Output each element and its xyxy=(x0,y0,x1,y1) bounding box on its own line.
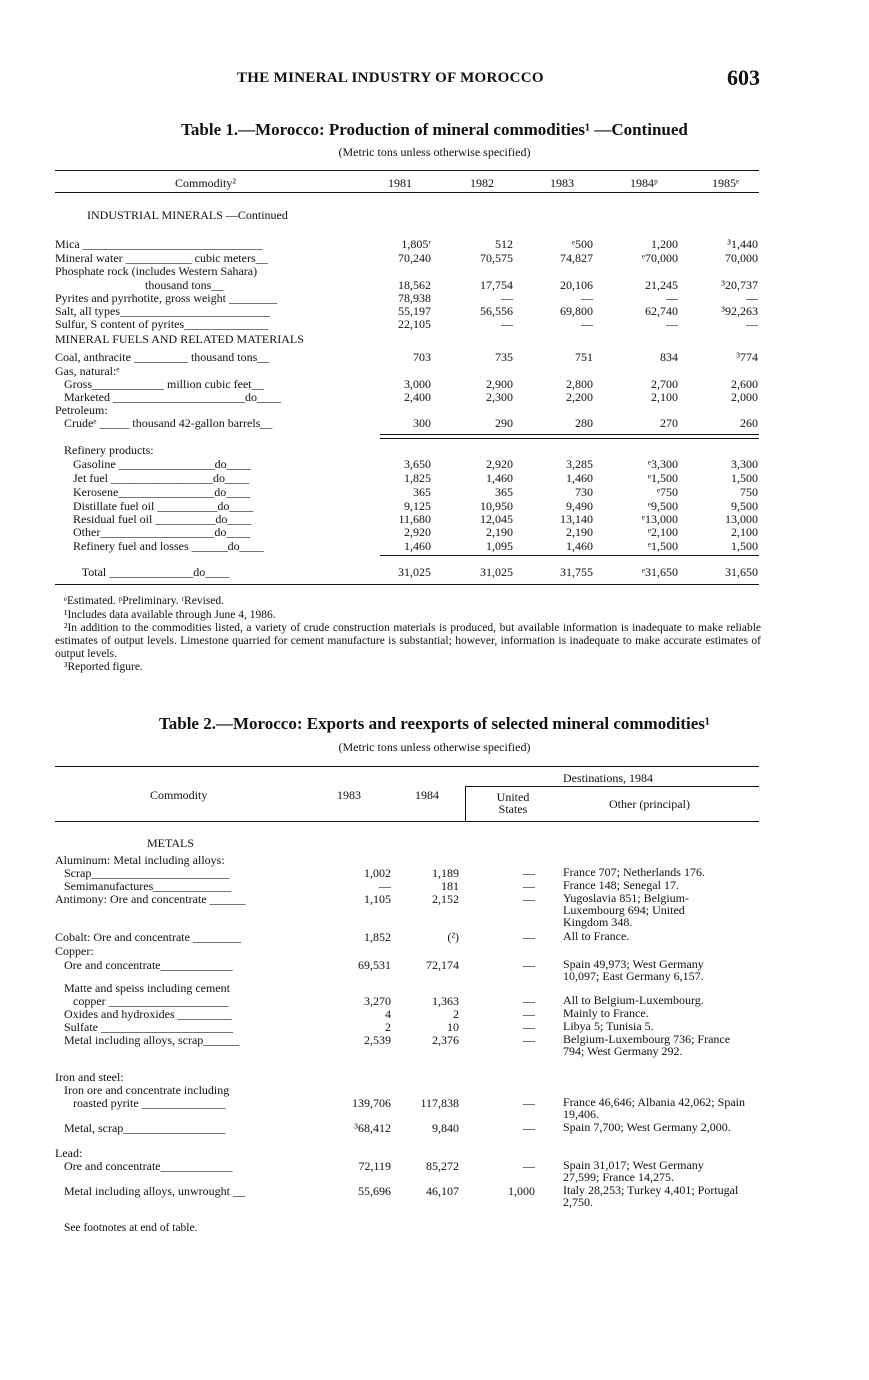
table-row: Gasoline ________________do____ 3,650 2,920 3,285 ᵉ3,300 3,300 xyxy=(55,457,758,471)
table-row: Kerosene________________do____ 365 365 730 ᵉ750 750 xyxy=(55,485,758,499)
table-row: Metal including alloys, scrap______ 2,539 2,376 — Belgium-Luxembourg 736; France 794; West Germany 292. xyxy=(55,1032,731,1058)
table2-col-1983: 1983 xyxy=(337,788,361,802)
table2-title: Table 2.—Morocco: Exports and reexports of selected mineral commodities¹ xyxy=(158,714,711,733)
section-metals: METALS xyxy=(147,836,195,850)
table-row: Matte and speiss including cement xyxy=(55,981,230,995)
table-row: Ore and concentrate____________ 72,119 85,272 — Spain 31,017; West Germany 27,599; France 14,275. xyxy=(55,1158,704,1184)
table1-mid-rule-1 xyxy=(380,434,759,435)
table2-col-other: Other (principal) xyxy=(609,797,690,811)
table-row: Gas, natural:ᵉ xyxy=(55,364,120,378)
table-row: Iron ore and concentrate including xyxy=(55,1083,230,1097)
table-row: Sulfur, S content of pyrites______________ 22,105 — — — — xyxy=(55,317,758,331)
table1-subtitle: (Metric tons unless otherwise specified) xyxy=(338,145,531,159)
table-row: Other___________________do____ 2,920 2,190 2,190 ᵉ2,100 2,100 xyxy=(55,525,758,539)
table-row: Refinery products: xyxy=(55,443,154,457)
table-row: Distillate fuel oil __________do____ 9,125 10,950 9,490 ᵉ9,500 9,500 xyxy=(55,499,758,513)
table2-note: See footnotes at end of table. xyxy=(64,1222,198,1234)
table1-bottom-rule xyxy=(55,584,759,585)
footnote-legend: ᵉEstimated. ᵖPreliminary. ʳRevised. xyxy=(64,595,224,607)
table-row: thousand tons__ 18,562 17,754 20,106 21,245 ³20,737 xyxy=(55,278,758,292)
table-row: Mineral water ___________ cubic meters__ 70,240 70,575 74,827 ᵉ70,000 70,000 xyxy=(55,251,758,265)
table-row: roasted pyrite ______________ 139,706 117,838 — France 46,646; Albania 42,062; Spain 19,406. xyxy=(55,1095,745,1121)
table-row: Refinery fuel and losses ______do____ 1,460 1,095 1,460 ᵉ1,500 1,500 xyxy=(55,539,758,553)
table-row: Lead: xyxy=(55,1146,83,1160)
table-row: Antimony: Ore and concentrate ______ 1,105 2,152 — Yugoslavia 851; Belgium-Luxembourg 694; United Kingdom 348. xyxy=(55,891,689,929)
table1-header-rule xyxy=(55,192,759,193)
table-row: Semimanufactures_____________ — 181 — France 148; Senegal 17. xyxy=(55,878,679,893)
table2-header-rule xyxy=(55,821,759,822)
table-row: Coal, anthracite _________ thousand tons__ 703 735 751 834 ³774 xyxy=(55,350,758,364)
table-row: Cobalt: Ore and concentrate ________ 1,852 (²) — All to France. xyxy=(55,929,630,944)
table2-col-destinations: Destinations, 1984 xyxy=(563,771,653,785)
footnote-2: ²In addition to the commodities listed, a variety of crude construction materials is produced, but available information is inadequate to make reliable estimates of output levels. Limestone quarried for cement manufacture is substantial; however, information is inadequate to make accurate estimates of output levels. xyxy=(55,622,761,660)
table2-col-commodity: Commodity xyxy=(150,788,208,802)
table-row: Residual fuel oil __________do____ 11,680 12,045 13,140 ᵉ13,000 13,000 xyxy=(55,512,758,526)
table2-col-us: United States xyxy=(496,790,530,816)
section-industrial-minerals: INDUSTRIAL MINERALS —Continued xyxy=(87,208,288,222)
table-row: Pyrites and pyrrhotite, gross weight ________ 78,938 — — — — xyxy=(55,291,758,305)
table-row: Gross____________ million cubic feet__ 3,000 2,900 2,800 2,700 2,600 xyxy=(55,377,758,391)
running-header xyxy=(0,65,869,94)
table-row: copper ____________________ 3,270 1,363 — All to Belgium-Luxembourg. xyxy=(55,993,704,1008)
table1-title: Table 1.—Morocco: Production of mineral commodities¹ —Continued xyxy=(181,120,688,139)
table-row: Metal including alloys, unwrought __ 55,696 46,107 1,000 Italy 28,253; Turkey 4,401; Portugal 2,750. xyxy=(55,1183,739,1209)
table1-col-commodity: Commodity² xyxy=(175,176,236,190)
table-row: Iron and steel: xyxy=(55,1070,124,1084)
table-row: Mica ______________________________ 1,805ʳ 512 ᵉ500 1,200 ³1,440 xyxy=(55,237,758,251)
table-row: Sulfate ______________________ 2 10 — Libya 5; Tunisia 5. xyxy=(55,1019,654,1034)
table-row: Crudeᵉ _____ thousand 42-gallon barrels__ 300 290 280 270 260 xyxy=(55,416,758,430)
table1-col-1985: 1985ᵉ xyxy=(712,176,740,190)
table-row: Aluminum: Metal including alloys: xyxy=(55,853,225,867)
table2-subtitle: (Metric tons unless otherwise specified) xyxy=(338,740,531,754)
table-row: Copper: xyxy=(55,944,94,958)
table-row: Oxides and hydroxides _________ 4 2 — Mainly to France. xyxy=(55,1006,649,1021)
table2-col-divider xyxy=(465,787,466,821)
table2-col-1984: 1984 xyxy=(415,788,439,802)
table1-col-1981: 1981 xyxy=(388,176,412,190)
table-row: Marketed ______________________do____ 2,400 2,300 2,200 2,100 2,000 xyxy=(55,390,758,404)
table1-mid-rule-2 xyxy=(380,438,759,439)
table2-top-rule xyxy=(55,766,759,767)
table1-col-1983: 1983 xyxy=(550,176,574,190)
table1-col-1984: 1984ᵖ xyxy=(630,176,658,190)
table-row: Phosphate rock (includes Western Sahara) xyxy=(55,264,258,278)
footnote-3: ³Reported figure. xyxy=(64,661,143,673)
footnote-1: ¹Includes data available through June 4, 1986. xyxy=(64,609,276,621)
table2-dest-rule xyxy=(465,786,759,787)
table-row: Scrap_______________________ 1,002 1,189 — France 707; Netherlands 176. xyxy=(55,865,705,880)
table-row: Ore and concentrate____________ 69,531 72,174 — Spain 49,973; West Germany 10,097; East Germany 6,157. xyxy=(55,957,704,983)
table-row: Jet fuel _________________do____ 1,825 1,460 1,460 ᵉ1,500 1,500 xyxy=(55,471,758,485)
running-title: THE MINERAL INDUSTRY OF MOROCCO xyxy=(237,70,544,86)
table-row: Metal, scrap_________________ ³68,412 9,840 — Spain 7,700; West Germany 2,000. xyxy=(55,1120,731,1135)
table1-total-rule xyxy=(380,555,759,556)
table-row: Salt, all types_________________________ 55,197 56,556 69,800 62,740 ³92,263 xyxy=(55,304,758,318)
table1-col-1982: 1982 xyxy=(470,176,494,190)
page-number: 603 xyxy=(727,65,760,90)
section-fuels: MINERAL FUELS AND RELATED MATERIALS xyxy=(55,332,304,346)
table-row: Petroleum: xyxy=(55,403,108,417)
table1-top-rule xyxy=(55,170,759,171)
table-row-total: Total ______________do____ 31,025 31,025 31,755 ᵉ31,650 31,650 xyxy=(55,565,758,579)
